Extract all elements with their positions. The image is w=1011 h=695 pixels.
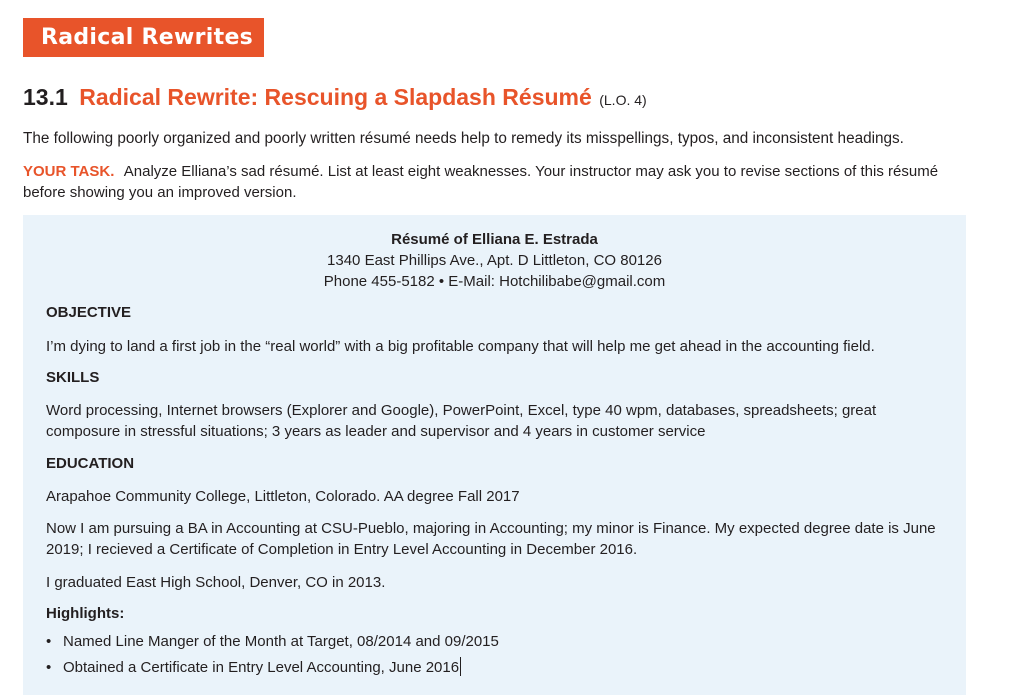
exercise-title: Radical Rewrite: Rescuing a Slapdash Résumé (79, 84, 592, 110)
highlight-item (46, 631, 499, 652)
highlight-text: Obtained a Certificate in Entry Level Accounting, June 2016 (63, 659, 460, 676)
task-paragraph (23, 161, 978, 203)
highlight-item (46, 657, 461, 678)
highlight-text: Named Line Manger of the Month at Target, 08/2014 and 09/2015 (63, 633, 499, 650)
resume-address: 1340 East Phillips Ave., Apt. D Littleton, CO 80126 (327, 252, 662, 269)
intro-paragraph: The following poorly organized and poorly written résumé needs help to remedy its misspellings, typos, and inconsistent headings. (23, 130, 904, 147)
section-banner (23, 18, 264, 57)
section-banner-label: Radical Rewrites (41, 25, 254, 50)
resume-box (23, 215, 966, 695)
task-text: Analyze Elliana’s sad résumé. List at least eight weaknesses. Your instructor may ask you to revise sections of this résumé before showing you an improved version. (23, 163, 939, 201)
skills-text: Word processing, Internet browsers (Explorer and Google), PowerPoint, Excel, type 40 wpm, databases, spreadsheets; great composure in stressful situations; 3 years as leader and supervisor and 4 years in customer service (46, 402, 877, 440)
resume-contact: Phone 455-5182 • E-Mail: Hotchilibabe@gmail.com (323, 273, 666, 290)
exercise-number: 13.1 (23, 84, 68, 110)
learning-objective: (L.O. 4) (599, 92, 647, 108)
education-college: Arapahoe Community College, Littleton, Colorado. AA degree Fall 2017 (46, 488, 520, 505)
education-heading: EDUCATION (46, 455, 135, 472)
highlights-heading: Highlights: (46, 605, 125, 622)
resume-name: Résumé of Elliana E. Estrada (391, 231, 598, 248)
objective-heading: OBJECTIVE (46, 304, 132, 321)
task-label: YOUR TASK. (23, 163, 115, 180)
bullet-icon: • (46, 659, 52, 676)
bullet-icon: • (46, 633, 52, 650)
objective-text: I’m dying to land a first job in the “real world” with a big profitable company that will help me get ahead in the accounting field. (46, 338, 875, 355)
skills-heading: SKILLS (46, 369, 100, 386)
education-high-school: I graduated East High School, Denver, CO in 2013. (46, 574, 386, 591)
exercise-heading (23, 84, 647, 111)
resume-header (23, 229, 966, 292)
text-cursor (460, 657, 461, 676)
education-current: Now I am pursuing a BA in Accounting at CSU-Pueblo, majoring in Accounting; my minor is Finance. My expected degree date is June 2019; I recieved a Certificate of Completion in Entry Level Accounting in December 2016. (46, 520, 936, 558)
